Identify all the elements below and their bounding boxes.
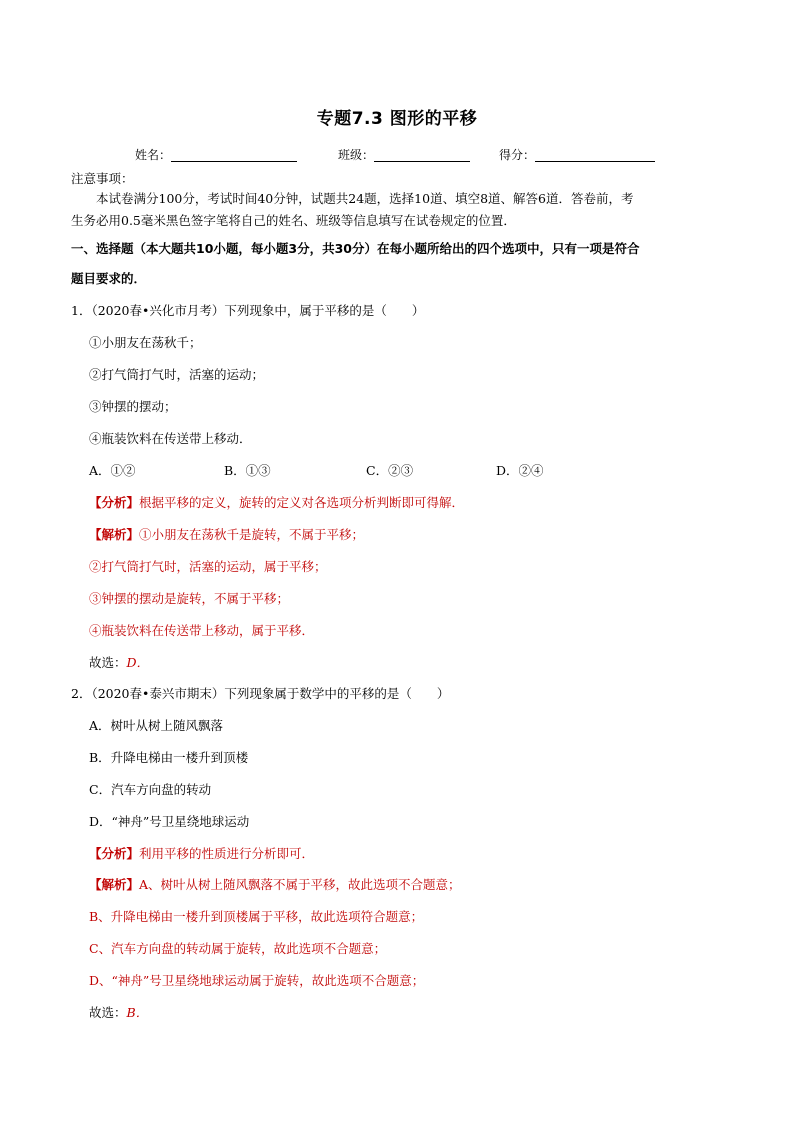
section-heading: 一、选择题（本大题共10小题，每小题3分，共30分）在每小题所给出的四个选项中，只有一项是符合 [71,241,640,256]
solution-line: ③钟摆的摆动是旋转，不属于平移； [89,591,290,606]
class-label: 班级： [338,148,375,162]
option-d[interactable]: D．“神舟”号卫星绕地球运动 [89,814,250,829]
answer-prefix: 故选： [89,1005,127,1020]
name-label: 姓名： [135,148,172,162]
solution-line: C、汽车方向盘的转动属于旋转，故此选项不合题意； [89,941,387,956]
class-blank[interactable] [374,149,470,162]
list-item: ③钟摆的摆动； [89,399,177,414]
analysis-tag: 【分析】 [89,846,140,861]
list-item: ②打气筒打气时，活塞的运动； [89,367,265,382]
option-b[interactable]: B．①③ [224,463,271,478]
list-item: ④瓶装饮料在传送带上移动． [89,431,252,446]
analysis-line [89,495,464,511]
notice-line: 生务必用0.5毫米黑色签字笔将自己的姓名、班级等信息填写在试卷规定的位置． [71,213,516,228]
solution-tag: 【解析】 [89,877,140,892]
student-info-row [0,146,794,164]
section-heading: 题目要求的． [71,271,147,286]
solution-line: ④瓶装饮料在传送带上移动，属于平移． [89,623,315,638]
score-field[interactable] [499,146,655,163]
solution-line: B、升降电梯由一楼升到顶楼属于平移，故此选项符合题意； [89,909,424,924]
option-a[interactable]: A．①② [89,463,136,478]
option-c[interactable]: C．汽车方向盘的转动 [89,782,212,797]
solution-line [89,877,461,893]
analysis-tag: 【分析】 [89,495,140,510]
solution-text: A、树叶从树上随风飘落不属于平移，故此选项不合题意； [139,877,461,892]
option-a[interactable]: A．树叶从树上随风飘落 [89,718,224,733]
answer-prefix: 故选： [89,655,127,670]
solution-text: ①小朋友在荡秋千是旋转，不属于平移； [139,527,365,542]
answer-value: D． [126,655,150,670]
answer-value: B． [126,1005,149,1020]
solution-line: ②打气筒打气时，活塞的运动，属于平移； [89,559,327,574]
page-title: 专题7.3 图形的平移 [316,109,478,129]
notice-line: 本试卷满分100分，考试时间40分钟，试题共24题，选择10道、填空8道、解答6道．答卷前，考 [96,191,634,206]
answer-line [89,1005,148,1021]
class-field[interactable] [338,146,470,163]
notice-heading: 注意事项： [71,171,134,186]
name-field[interactable] [135,146,297,163]
solution-line [89,527,364,543]
solution-tag: 【解析】 [89,527,140,542]
solution-line: D、“神舟”号卫星绕地球运动属于旋转，故此选项不合题意； [89,973,425,988]
option-d[interactable]: D．②④ [496,463,544,478]
answer-line [89,655,149,671]
question-stem: 2．（2020春•泰兴市期末）下列现象属于数学中的平移的是（ ） [71,686,450,701]
question-stem: 1．（2020春•兴化市月考）下列现象中，属于平移的是（ ） [71,303,425,318]
analysis-text: 根据平移的定义，旋转的定义对各选项分析判断即可得解． [139,495,465,510]
analysis-text: 利用平移的性质进行分析即可． [139,846,315,861]
list-item: ①小朋友在荡秋千； [89,335,202,350]
option-b[interactable]: B．升降电梯由一楼升到顶楼 [89,750,249,765]
score-label: 得分： [499,148,536,162]
option-c[interactable]: C．②③ [366,463,414,478]
analysis-line [89,846,314,862]
score-blank[interactable] [535,149,655,162]
name-blank[interactable] [171,149,297,162]
